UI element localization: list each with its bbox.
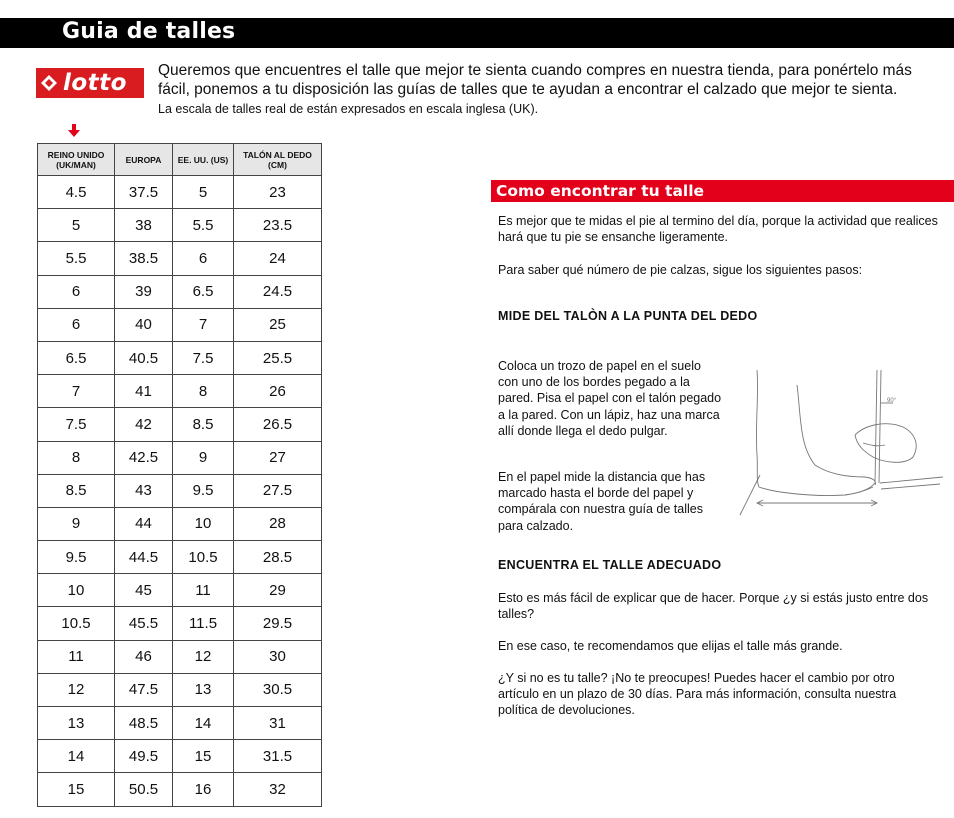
cell-us: 7	[173, 308, 234, 341]
section-title: Como encontrar tu talle	[496, 182, 705, 200]
guide-paragraph-2: Para saber qué número de pie calzas, sigue los siguientes pasos:	[498, 263, 863, 277]
guide-heading-1: MIDE DEL TALÒN A LA PUNTA DEL DEDO	[498, 309, 758, 323]
cell-us: 12	[173, 640, 234, 673]
cell-cm: 26.5	[234, 408, 322, 441]
cell-uk: 7	[38, 375, 115, 408]
foot-measurement-illustration	[735, 365, 945, 525]
guide-paragraph-4: En el papel mide la distancia que has marcado hasta el borde del papel y compárala con nuestra guía de talles para calzado.	[498, 470, 706, 533]
cell-cm: 24	[234, 242, 322, 275]
brand-logo	[36, 68, 144, 98]
cell-europa: 44	[115, 507, 173, 540]
cell-us: 7.5	[173, 341, 234, 374]
cell-cm: 25	[234, 308, 322, 341]
size-table-body	[38, 176, 322, 807]
cell-europa: 42.5	[115, 441, 173, 474]
angle-mark-label: 90°	[887, 398, 897, 404]
cell-uk: 5	[38, 209, 115, 242]
cell-us: 6	[173, 242, 234, 275]
cell-cm: 30.5	[234, 673, 322, 706]
cell-europa: 50.5	[115, 773, 173, 806]
cell-uk: 10.5	[38, 607, 115, 640]
header-europa: EUROPA	[115, 144, 173, 176]
section-header	[491, 180, 954, 202]
cell-us: 5.5	[173, 209, 234, 242]
cell-us: 5	[173, 176, 234, 209]
guide-paragraph-7: ¿Y si no es tu talle? ¡No te preocupes! Puedes hacer el cambio por otro artículo en un plazo de 30 días. Para más información, consulta nuestra política de devoluciones.	[498, 671, 897, 718]
cell-europa: 47.5	[115, 673, 173, 706]
cell-europa: 40.5	[115, 341, 173, 374]
cell-cm: 31	[234, 707, 322, 740]
cell-europa: 49.5	[115, 740, 173, 773]
table-row	[38, 341, 322, 374]
cell-us: 8	[173, 375, 234, 408]
cell-europa: 45.5	[115, 607, 173, 640]
cell-europa: 45	[115, 574, 173, 607]
cell-cm: 30	[234, 640, 322, 673]
cell-europa: 42	[115, 408, 173, 441]
guide-paragraph-5: Esto es más fácil de explicar que de hacer. Porque ¿y si estás justo entre dos talles?	[498, 591, 929, 622]
cell-uk: 8	[38, 441, 115, 474]
table-row	[38, 176, 322, 209]
cell-uk: 14	[38, 740, 115, 773]
cell-europa: 48.5	[115, 707, 173, 740]
table-row	[38, 640, 322, 673]
cell-cm: 24.5	[234, 275, 322, 308]
table-row	[38, 441, 322, 474]
cell-cm: 23	[234, 176, 322, 209]
cell-us: 8.5	[173, 408, 234, 441]
guide-paragraph-3: Coloca un trozo de papel en el suelo con uno de los bordes pegado a la pared. Pisa el papel con el talón pegado a la pared. Con un lápiz, haz una marca allí donde llega el dedo pulgar.	[498, 359, 722, 438]
table-row	[38, 408, 322, 441]
guide-paragraph-6: En ese caso, te recomendamos que elijas el talle más grande.	[498, 639, 843, 653]
cell-cm: 28.5	[234, 541, 322, 574]
table-row	[38, 242, 322, 275]
table-row	[38, 275, 322, 308]
cell-us: 10	[173, 507, 234, 540]
cell-europa: 41	[115, 375, 173, 408]
cell-cm: 25.5	[234, 341, 322, 374]
intro-note: La escala de talles real de están expresados en escala inglesa (UK).	[158, 102, 539, 116]
page-title: Guia de talles	[62, 19, 236, 44]
header-cm: TALÓN AL DEDO (CM)	[234, 144, 322, 176]
cell-uk: 7.5	[38, 408, 115, 441]
cell-uk: 5.5	[38, 242, 115, 275]
cell-us: 9.5	[173, 474, 234, 507]
cell-uk: 12	[38, 673, 115, 706]
cell-uk: 15	[38, 773, 115, 806]
table-row	[38, 209, 322, 242]
cell-us: 16	[173, 773, 234, 806]
table-row	[38, 707, 322, 740]
brand-name: lotto	[63, 70, 127, 96]
cell-uk: 6	[38, 308, 115, 341]
cell-uk: 9	[38, 507, 115, 540]
table-row	[38, 541, 322, 574]
diamond-icon	[41, 75, 57, 91]
cell-cm: 29.5	[234, 607, 322, 640]
table-row	[38, 607, 322, 640]
cell-europa: 38	[115, 209, 173, 242]
cell-cm: 29	[234, 574, 322, 607]
table-row	[38, 375, 322, 408]
table-row	[38, 673, 322, 706]
cell-uk: 4.5	[38, 176, 115, 209]
cell-uk: 8.5	[38, 474, 115, 507]
intro-text: Queremos que encuentres el talle que mejor te sienta cuando compres en nuestra tienda, para ponértelo más fácil, ponemos a tu disposición las guías de talles que te ayudan a encontrar el calzado que mejor te sienta.	[158, 62, 912, 98]
cell-uk: 6.5	[38, 341, 115, 374]
cell-europa: 38.5	[115, 242, 173, 275]
cell-cm: 31.5	[234, 740, 322, 773]
cell-us: 15	[173, 740, 234, 773]
header-uk: REINO UNIDO (UK/MAN)	[38, 144, 115, 176]
cell-europa: 44.5	[115, 541, 173, 574]
table-row	[38, 740, 322, 773]
cell-us: 11.5	[173, 607, 234, 640]
cell-uk: 13	[38, 707, 115, 740]
cell-us: 6.5	[173, 275, 234, 308]
cell-europa: 39	[115, 275, 173, 308]
cell-europa: 40	[115, 308, 173, 341]
cell-cm: 26	[234, 375, 322, 408]
cell-us: 11	[173, 574, 234, 607]
cell-uk: 10	[38, 574, 115, 607]
table-row	[38, 574, 322, 607]
cell-cm: 32	[234, 773, 322, 806]
cell-uk: 11	[38, 640, 115, 673]
table-header-row	[38, 144, 322, 176]
header-us: EE. UU. (US)	[173, 144, 234, 176]
title-bar	[0, 18, 954, 48]
table-row	[38, 507, 322, 540]
arrow-down-icon	[67, 124, 81, 138]
cell-cm: 28	[234, 507, 322, 540]
cell-europa: 46	[115, 640, 173, 673]
cell-europa: 43	[115, 474, 173, 507]
cell-us: 10.5	[173, 541, 234, 574]
cell-us: 9	[173, 441, 234, 474]
cell-cm: 27	[234, 441, 322, 474]
cell-us: 13	[173, 673, 234, 706]
cell-uk: 6	[38, 275, 115, 308]
table-row	[38, 773, 322, 806]
cell-uk: 9.5	[38, 541, 115, 574]
cell-cm: 23.5	[234, 209, 322, 242]
size-table	[37, 143, 322, 807]
cell-cm: 27.5	[234, 474, 322, 507]
cell-us: 14	[173, 707, 234, 740]
table-row	[38, 474, 322, 507]
table-row	[38, 308, 322, 341]
guide-paragraph-1: Es mejor que te midas el pie al termino del día, porque la actividad que realices hará que tu pie se ensanche ligeramente.	[498, 214, 938, 245]
cell-europa: 37.5	[115, 176, 173, 209]
guide-heading-2: ENCUENTRA EL TALLE ADECUADO	[498, 558, 722, 572]
